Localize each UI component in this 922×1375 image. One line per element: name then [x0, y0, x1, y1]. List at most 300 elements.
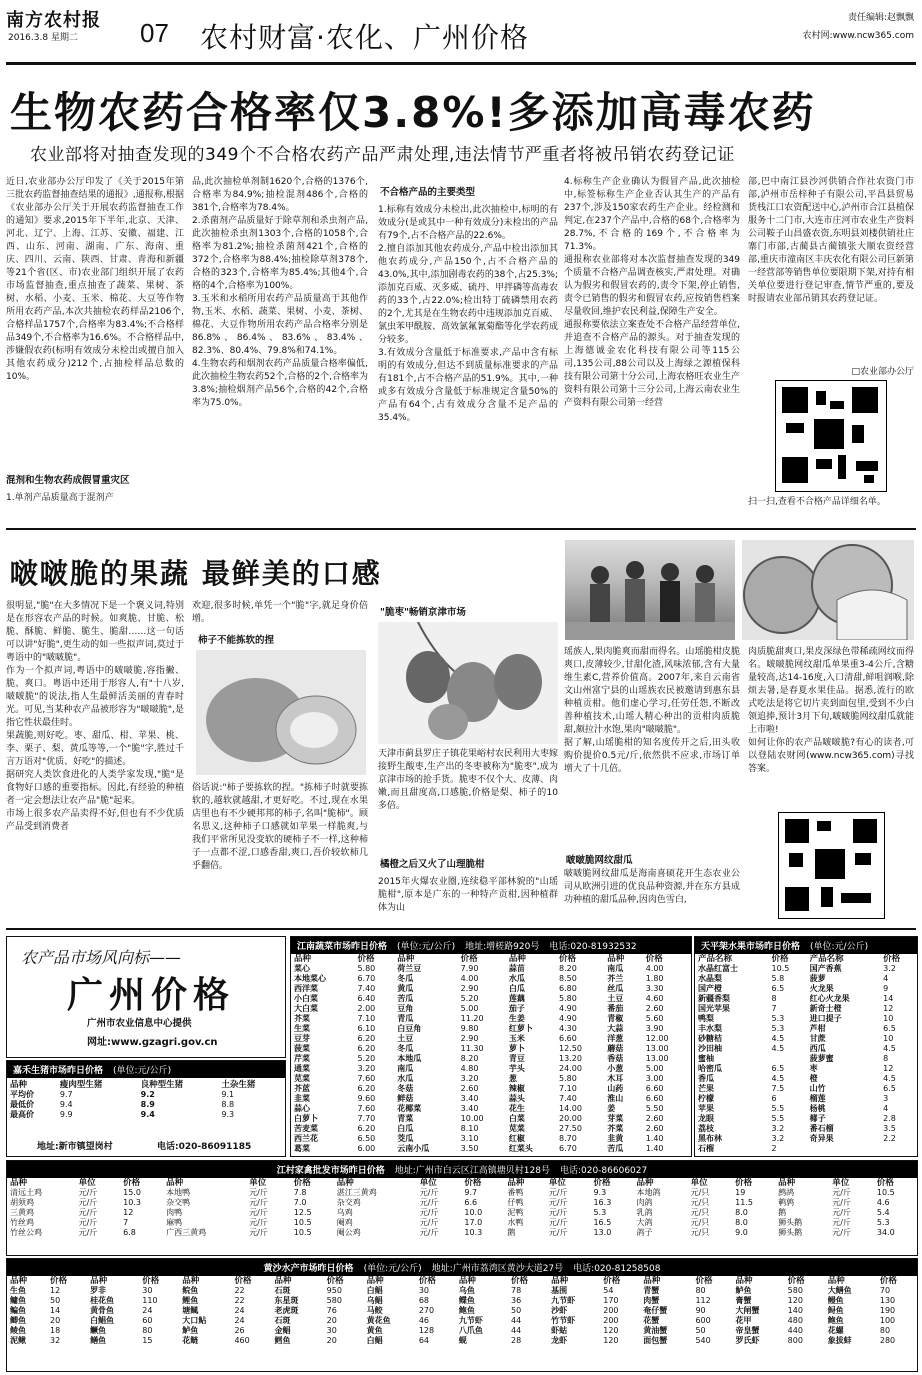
table-cell: 金鲳: [274, 1326, 291, 1335]
column-header: 品种: [508, 954, 526, 964]
table-cell: 白豆角: [397, 1024, 422, 1033]
article1-col2: 品,此次抽检单剂制1620个,合格的1376个,合格率为84.9%;抽检混剂486个,合格的381个,合格率为78.4%。 2.杀菌剂产品质量好于除草剂和杀虫剂产品,此次抽检杀虫剂1303个,合格的1058个,合格率为81.2%;抽检杀菌剂421个,合格的372个,合格率为88.4%;抽检除草剂378个,合格的323个,合格率为85.4%;其他4个,合格的4个,合格率为100%。 3.玉米和水稻所用农药产品质量高于其他作物,玉米、水稻、蔬菜、果树、小麦、茶树、棉花、大豆作物所用农药产品合格率分别是86.8%、86.4%、83.6%、83.4%、82.3%、80.4%、79.8%和74.1%。 4.生物农药和烟剂农药产品质量合格率偏低,此次抽检生物农药52个,合格的2个,合格率为3.8%;抽检烟剂产品56个,合格的42个,合格率为75.0%。: [192, 177, 368, 408]
table-cell: 15.0: [123, 1188, 141, 1197]
table-cell: 6.5: [883, 1084, 896, 1093]
pig-market-unit: (单位:元/公斤): [113, 1066, 172, 1076]
table-cell: 5.5: [771, 1114, 785, 1123]
table-cell: 26: [234, 1326, 245, 1335]
table-cell: 马鲛: [366, 1306, 383, 1315]
table-row: [7, 1336, 917, 1346]
column-header: 价格: [326, 1276, 344, 1286]
table-cell: 本地菜心: [294, 974, 326, 983]
table-cell: 青椒: [607, 1014, 624, 1023]
section-title: 农村财富·农化、广州价格: [200, 21, 529, 54]
table-cell: 老虎斑: [274, 1306, 299, 1315]
table-cell: 鳝鱼: [90, 1336, 107, 1345]
table-cell: 10: [883, 1034, 894, 1043]
column-header: 价格: [645, 954, 663, 964]
table-cell: 200: [603, 1306, 619, 1315]
column-header: 单位: [690, 1178, 708, 1188]
table-cell: 菠萝: [809, 974, 826, 983]
page-number: 07: [140, 18, 169, 48]
table-cell: 9.0: [735, 1228, 748, 1237]
banner-big-title: 广州价格: [67, 975, 236, 1016]
table-cell: 番鸭: [507, 1188, 524, 1197]
column-header: 价格: [695, 1276, 713, 1286]
table-cell: 6.70: [559, 1144, 577, 1153]
table-cell: 花鲢: [182, 1336, 199, 1345]
table-cell: 6.10: [357, 1024, 376, 1033]
table-cell: 16.3: [593, 1198, 612, 1207]
qr-code-2[interactable]: [778, 812, 885, 919]
table-cell: 泥鸭: [507, 1208, 524, 1217]
table-cell: 葱: [508, 1074, 517, 1083]
table-cell: 元/斤: [548, 1218, 568, 1227]
table-cell: 12: [50, 1286, 61, 1295]
table-cell: 小葱: [607, 1064, 624, 1073]
table-cell: 红椒: [508, 1134, 525, 1143]
article2-col2-heading: 柿子不能拣软的捏: [198, 635, 275, 646]
table-cell: 水晶红富士: [698, 964, 738, 973]
table-cell: 龙眼: [698, 1114, 714, 1123]
table-cell: 6.50: [357, 1134, 376, 1143]
table-cell: 丝瓜: [607, 984, 624, 993]
table-cell: 6: [771, 1094, 777, 1103]
table-cell: 22: [234, 1296, 245, 1305]
column-header: 品种: [397, 954, 415, 964]
table-row: [7, 1208, 917, 1218]
table-cell: 平均价: [10, 1090, 34, 1099]
table-row: [695, 974, 917, 984]
table-cell: 24: [142, 1306, 153, 1315]
table-cell: 苹果: [698, 1104, 714, 1113]
table-cell: 仔鸭: [507, 1198, 524, 1207]
table-cell: 13.00: [645, 1044, 669, 1053]
table-cell: 14.00: [559, 1104, 582, 1113]
table-cell: 4.5: [883, 1074, 896, 1083]
table-row: [7, 1306, 917, 1316]
column-header: 品种: [10, 1178, 28, 1188]
table-cell: 花椰菜: [397, 1104, 422, 1113]
table-cell: 10.0: [464, 1208, 483, 1217]
table-cell: 12.5: [293, 1208, 312, 1217]
table-cell: 姜: [607, 1104, 616, 1113]
column-header: 产品名称: [809, 954, 844, 964]
column-header: 单位: [249, 1178, 267, 1188]
table-cell: 3.90: [645, 1024, 664, 1033]
table-cell: 茭瓜: [397, 1134, 414, 1143]
poultry-market-box: [6, 1160, 918, 1256]
article1-col3-heading: 不合格产品的主要类型: [380, 187, 476, 198]
table-cell: 荷兰豆: [397, 964, 422, 973]
table-cell: 杨桃: [809, 1104, 826, 1113]
column-header: 价格: [735, 1178, 753, 1188]
table-cell: 4: [883, 974, 889, 983]
table-cell: 120: [787, 1296, 803, 1305]
fruit-price-table: [695, 954, 917, 1154]
table-cell: 3: [883, 1094, 889, 1103]
column-header: 良种型生猪: [140, 1080, 184, 1090]
table-cell: 花甲: [735, 1316, 752, 1325]
table-cell: 24.00: [559, 1064, 582, 1073]
table-cell: 白鲳鱼: [90, 1316, 115, 1325]
table-cell: 110: [142, 1296, 158, 1305]
persimmon-photo: [196, 650, 366, 775]
table-cell: 5.60: [645, 1014, 664, 1023]
column-header: 品种: [643, 1276, 661, 1286]
table-cell: 5.3: [876, 1218, 890, 1227]
table-cell: 5.00: [645, 1064, 664, 1073]
table-cell: 枣: [809, 1064, 818, 1073]
table-cell: 5.3: [771, 1024, 785, 1033]
table-cell: 龙虾: [551, 1336, 568, 1345]
table-cell: 34.0: [876, 1228, 895, 1237]
table-cell: 元/斤: [419, 1228, 439, 1237]
aquatic-market-title: 黄沙水产市场昨日价格: [263, 1264, 354, 1274]
table-row: [695, 964, 917, 974]
table-cell: 元/斤: [832, 1198, 851, 1207]
table-cell: 膏蟹: [735, 1296, 752, 1305]
table-cell: 鹌鹑: [778, 1198, 795, 1207]
table-cell: 270: [418, 1306, 435, 1315]
table-row: [695, 984, 917, 994]
pig-market-address: 地址:新市镇望岗村: [37, 1142, 113, 1152]
farmers-illustration: [565, 540, 735, 640]
article2-col3-heading2: 橘橙之后又火了山理脆柑: [380, 859, 485, 870]
veg-market-title: 江南蔬菜市场昨日价格: [297, 942, 388, 952]
table-row: [7, 1110, 285, 1120]
aquatic-price-table: [7, 1276, 917, 1346]
table-cell: 元/斤: [419, 1198, 439, 1207]
table-cell: 芦柑: [809, 1024, 826, 1033]
table-cell: 沙虾: [551, 1306, 568, 1315]
table-cell: 12.50: [559, 1044, 582, 1053]
table-header-row: [7, 1178, 917, 1188]
table-cell: 5.20: [357, 1054, 376, 1063]
table-cell: 27.50: [559, 1124, 582, 1133]
table-row: [291, 1084, 691, 1094]
table-cell: 10.5: [876, 1188, 895, 1197]
table-cell: 红萝卜: [508, 1024, 533, 1033]
table-cell: 4.00: [460, 974, 479, 983]
table-cell: 3.00: [645, 1074, 664, 1083]
table-cell: 元/斤: [249, 1218, 268, 1227]
table-cell: 萝卜: [508, 1044, 525, 1053]
table-cell: 芥蓝: [294, 1084, 310, 1093]
table-row: [7, 1286, 917, 1296]
table-row: [7, 1228, 917, 1238]
column-header: 品种: [10, 1080, 28, 1090]
table-cell: 红心火龙果: [809, 994, 850, 1003]
table-cell: 5.80: [559, 994, 577, 1003]
column-header: 品种: [778, 1178, 796, 1188]
table-row: [291, 1064, 691, 1074]
table-cell: 140: [787, 1306, 803, 1315]
article1-signature: □农业部办公厅: [851, 367, 914, 377]
table-cell: 70: [879, 1286, 891, 1295]
table-cell: 鲫鱼: [10, 1316, 26, 1325]
table-row: [7, 1316, 917, 1326]
table-cell: 5.8: [771, 974, 785, 983]
column-header: 价格: [879, 1276, 897, 1286]
table-cell: 山竹: [809, 1084, 826, 1093]
table-cell: 水鸭: [507, 1218, 524, 1227]
table-cell: 600: [695, 1316, 711, 1325]
article1-col5: 部,巴中南江县沙河供销合作社农资门市部,泸州市岳梓种子有限公司,平昌县贸易货栈江口农资配送中心,泸州市合江县植保服务十二门市,大连市庄河市农业生产资料公司鞍子山昌盛农资,东明县刘楼供销社庄寨门市部,古蔺县古蔺镇张大顺农资经营部,重庆市潼南区丰庆农化有限公司巨新第一经营部等销售单位要限期下架,对持有相关单位要进行登记审查,情节严重的,要及时报请农业部吊销其农药登记证。: [748, 177, 914, 304]
table-cell: 玉米: [508, 1034, 525, 1043]
article2-title: 啵啵脆的果蔬 最鲜美的口感: [10, 557, 382, 590]
table-cell: 罗非: [90, 1286, 107, 1295]
table-row: [291, 964, 691, 974]
table-cell: 白瓜: [397, 1124, 414, 1133]
table-cell: 豆角: [397, 1004, 414, 1013]
table-cell: 6.60: [645, 1094, 664, 1103]
fruit-market-unit: (单位:元/公斤): [810, 942, 869, 952]
table-cell: 2.8: [883, 1114, 896, 1123]
table-cell: 竹丝公鸡: [10, 1228, 42, 1237]
table-row: [695, 1124, 917, 1134]
table-cell: 20: [326, 1336, 337, 1345]
column-header: 价格: [876, 1178, 894, 1188]
table-cell: 葛菜: [294, 1144, 310, 1153]
table-cell: 鲩鱼: [182, 1286, 199, 1295]
table-cell: 橙: [809, 1074, 818, 1083]
table-cell: 7.10: [559, 1084, 577, 1093]
table-row: [695, 1144, 917, 1154]
table-cell: 鹅: [778, 1208, 787, 1217]
table-cell: 3.2: [771, 1124, 785, 1133]
table-row: [695, 1134, 917, 1144]
table-cell: 2.60: [645, 1124, 664, 1133]
table-cell: 进口提子: [809, 1014, 842, 1023]
table-cell: 10.5: [293, 1218, 312, 1227]
aquatic-market-phone: 电话:020-81258508: [573, 1264, 661, 1274]
table-cell: 2.90: [460, 984, 479, 993]
table-cell: 香瓜: [698, 1074, 714, 1083]
table-cell: 蒜苗: [508, 964, 525, 973]
table-row: [7, 1198, 917, 1208]
table-cell: 3.2: [771, 1134, 785, 1143]
table-cell: 苋菜: [508, 1124, 525, 1133]
table-cell: 100: [879, 1316, 896, 1325]
table-row: [291, 1144, 691, 1154]
article2-col4-heading: 啵啵脆网纹甜瓜: [566, 855, 633, 866]
table-cell: 800: [787, 1336, 803, 1345]
table-cell: 小白菜: [294, 994, 318, 1003]
table-cell: 元/斤: [249, 1188, 268, 1197]
table-cell: 30: [326, 1326, 337, 1335]
pig-market-box: [6, 1060, 286, 1157]
column-header: 单位: [548, 1178, 566, 1188]
table-cell: 蘑菇: [607, 1044, 624, 1053]
table-cell: 砂糖桔: [698, 1034, 722, 1043]
table-cell: [880, 1144, 917, 1154]
table-cell: 芹菜: [294, 1054, 310, 1063]
table-cell: 蜜柚: [698, 1054, 714, 1063]
table-cell: 石斑: [274, 1316, 291, 1325]
table-cell: 5.00: [460, 1004, 479, 1013]
table-cell: 元/斤: [78, 1218, 98, 1227]
table-cell: 8.8: [221, 1100, 235, 1109]
jujube-illustration: [378, 622, 558, 744]
table-cell: 17.0: [464, 1218, 483, 1227]
table-cell: 18: [50, 1326, 61, 1335]
article1-col1-heading: 混剂和生物农药成假冒重灾区: [6, 475, 130, 486]
table-cell: 6.20: [357, 1034, 376, 1043]
column-header: 价格: [787, 1276, 805, 1286]
table-cell: 8.70: [559, 1134, 577, 1143]
table-cell: 3.40: [460, 1104, 479, 1113]
table-cell: 生菜: [294, 1024, 310, 1033]
table-cell: 9.4: [140, 1110, 155, 1119]
table-cell: 1.40: [645, 1144, 664, 1153]
table-row: [695, 1084, 917, 1094]
table-cell: 4.80: [460, 1064, 479, 1073]
table-cell: 580: [326, 1296, 342, 1305]
table-cell: 6.8: [123, 1228, 136, 1237]
table-cell: 3.50: [460, 1144, 479, 1153]
table-cell: 7.10: [357, 1014, 376, 1023]
table-cell: 荔枝: [698, 1124, 714, 1133]
poultry-market-phone: 电话:020-86606027: [559, 1166, 648, 1176]
table-cell: 24: [234, 1306, 245, 1315]
table-cell: 36: [511, 1296, 522, 1305]
table-cell: 竹丝鸡: [10, 1218, 34, 1227]
table-cell: 国产橙: [698, 984, 722, 993]
table-cell: 黄骨鱼: [90, 1306, 115, 1315]
table-cell: 本地鸽: [636, 1188, 661, 1197]
table-cell: 7.8: [293, 1188, 307, 1197]
qr-code[interactable]: [775, 380, 887, 492]
article2-col5: 肉质脆甜爽口,果皮深绿色带稀疏网纹而得名。啵啵脆网纹甜瓜单果重3-4公斤,含糖量较高,达14-16度,入口清甜,鲜咀润喉,除烦去暑,是春夏水果佳品。据悉,流行的欧式吃法是将它切片夹到面包里,受到不少白领追捧,预计3月下旬,啵啵脆网纹甜瓜就能上市啦! 如何让你的农产品啵啵脆?有心的读者,可以登陆农财网(www.ncw365.com)寻找答案。: [748, 647, 914, 774]
table-cell: 国光苹果: [698, 1004, 730, 1013]
table-cell: 7.0: [293, 1198, 307, 1207]
table-cell: 元/斤: [78, 1198, 98, 1207]
table-cell: 木耳: [607, 1074, 624, 1083]
table-cell: 石斑: [274, 1286, 291, 1295]
table-cell: 芽菜: [607, 1114, 624, 1123]
website-link[interactable]: 农村网:www.ncw365.com: [802, 31, 914, 41]
table-cell: 3.40: [460, 1094, 479, 1103]
table-cell: 元/斤: [249, 1198, 268, 1207]
table-cell: 淮山: [607, 1094, 624, 1103]
table-cell: 云南小瓜: [397, 1144, 430, 1153]
table-cell: 280: [879, 1336, 896, 1345]
table-row: [7, 1218, 917, 1228]
table-row: [695, 994, 917, 1004]
table-cell: 9.3: [221, 1110, 235, 1119]
table-cell: 22: [234, 1286, 245, 1295]
table-cell: 46: [418, 1316, 430, 1325]
table-cell: 112: [695, 1296, 711, 1305]
table-row: [7, 1296, 917, 1306]
table-cell: 10.3: [464, 1228, 483, 1237]
table-cell: 蚬: [458, 1336, 467, 1345]
section-divider: [6, 528, 916, 530]
table-row: [291, 1074, 691, 1084]
melon-photo: [742, 540, 914, 640]
table-cell: 清远土鸡: [10, 1188, 42, 1197]
poultry-price-table: [7, 1178, 917, 1238]
table-cell: 9.80: [460, 1024, 479, 1033]
table-cell: 狮头鹅: [778, 1218, 803, 1227]
article1-col1-end: 1.单剂产品质量高于混剂产: [6, 493, 114, 503]
table-cell: 3.5: [883, 1124, 896, 1133]
table-cell: 2.60: [460, 1084, 479, 1093]
table-cell: 4.5: [771, 1034, 785, 1043]
table-cell: 30: [142, 1286, 153, 1295]
table-row: [695, 1024, 917, 1034]
veg-price-table: [291, 954, 691, 1154]
table-row: [291, 1024, 691, 1034]
table-cell: 120: [603, 1336, 619, 1345]
table-cell: 花螺: [827, 1326, 844, 1335]
table-cell: 8.9: [140, 1100, 155, 1109]
table-cell: 本地鸭: [166, 1188, 191, 1197]
table-cell: 水瓜: [508, 974, 525, 983]
table-cell: 生鱼: [10, 1286, 26, 1295]
table-cell: 76: [326, 1306, 337, 1315]
table-cell: 8: [771, 994, 777, 1003]
table-cell: 8.10: [460, 1124, 479, 1133]
farmers-photo: [565, 540, 735, 640]
table-row: [695, 1104, 917, 1114]
table-cell: 4.90: [559, 1014, 577, 1023]
table-cell: 128: [418, 1326, 435, 1335]
table-row: [291, 1004, 691, 1014]
table-cell: 沙田柚: [698, 1044, 722, 1053]
table-cell: 石榴: [698, 1144, 714, 1153]
table-cell: 阉鸡: [336, 1218, 353, 1227]
table-cell: 最低价: [10, 1100, 34, 1109]
table-cell: 大鸽: [636, 1218, 653, 1227]
table-cell: 13.0: [593, 1228, 612, 1237]
fruit-market-title: 天平架水果市场昨日价格: [701, 942, 801, 952]
table-cell: 5.80: [559, 1074, 577, 1083]
table-cell: 580: [787, 1286, 803, 1295]
column-header: 单位: [419, 1178, 437, 1188]
table-cell: 茄子: [508, 1004, 525, 1013]
table-row: [291, 1134, 691, 1144]
column-header: 品种: [636, 1178, 654, 1188]
table-cell: 三黄鸡: [10, 1208, 34, 1217]
table-cell: 元/斤: [548, 1188, 568, 1197]
article1-col4: 4.标称生产企业确认为假冒产品,此次抽检中,标签标称生产企业否认其生产的产品有237个,涉及150家农药生产企业。经检测和判定,在237个产品中,合格的68个,合格率为28.7%,不合格的169个,不合格率为71.3%。 通报称农业部将对本次监督抽查发现的349个质量不合格产品调查核实,严肃处理。对确认为假劣和假冒农药的,责令下架,停止销售,责令已销售的假劣和假冒农药,应按销售档案尽量收回,维护农民利益,保障生产安全。 通报称要依法立案查处不合格产品经营单位,并追查不合格产品的源头。对于抽查发现的上海德诚金农化科技有限公司等115公司,135公司,88公司以及上海绿之源植保科技有限公司第十分公司,上海农格旺农业生产资料有限公司第十三分公司,上海云南农业生产资料有限公司第一经营: [564, 177, 740, 408]
table-cell: 南瓜: [397, 1064, 414, 1073]
pig-price-table: [7, 1080, 285, 1120]
table-cell: 韭菜: [294, 1094, 310, 1103]
table-cell: 78: [511, 1286, 522, 1295]
banner-title: 农产品市场风向标——: [21, 948, 182, 967]
table-cell: 6.00: [357, 1144, 376, 1153]
table-cell: 4.90: [559, 1004, 577, 1013]
table-cell: 13.20: [559, 1054, 582, 1063]
table-cell: 乌鸡: [336, 1208, 353, 1217]
table-cell: 鳜鱼: [90, 1326, 107, 1335]
table-row: [291, 1044, 691, 1054]
banner-website[interactable]: 网址:www.gzagri.gov.cn: [87, 1037, 218, 1048]
table-cell: 12: [123, 1208, 134, 1217]
table-cell: 湛江三黄鸡: [336, 1188, 377, 1197]
section-divider-2: [6, 928, 916, 930]
table-row: [291, 1094, 691, 1104]
article2-col3: 天津市蓟县罗庄子镇花果峪村农民利用大枣嫁接野生酸枣,生产出的冬枣被称为"脆枣",成为京津市场的抢手货。脆枣不仅个大、皮薄、肉嫩,而且甜度高,口感脆,价格是梨、柿子的10多倍。: [378, 749, 558, 811]
veg-market-title-bar: [291, 937, 691, 954]
table-row: [291, 1104, 691, 1114]
table-cell: 80: [879, 1326, 891, 1335]
table-cell: 5.3: [771, 1014, 785, 1023]
table-cell: 番石榴: [809, 1124, 834, 1133]
